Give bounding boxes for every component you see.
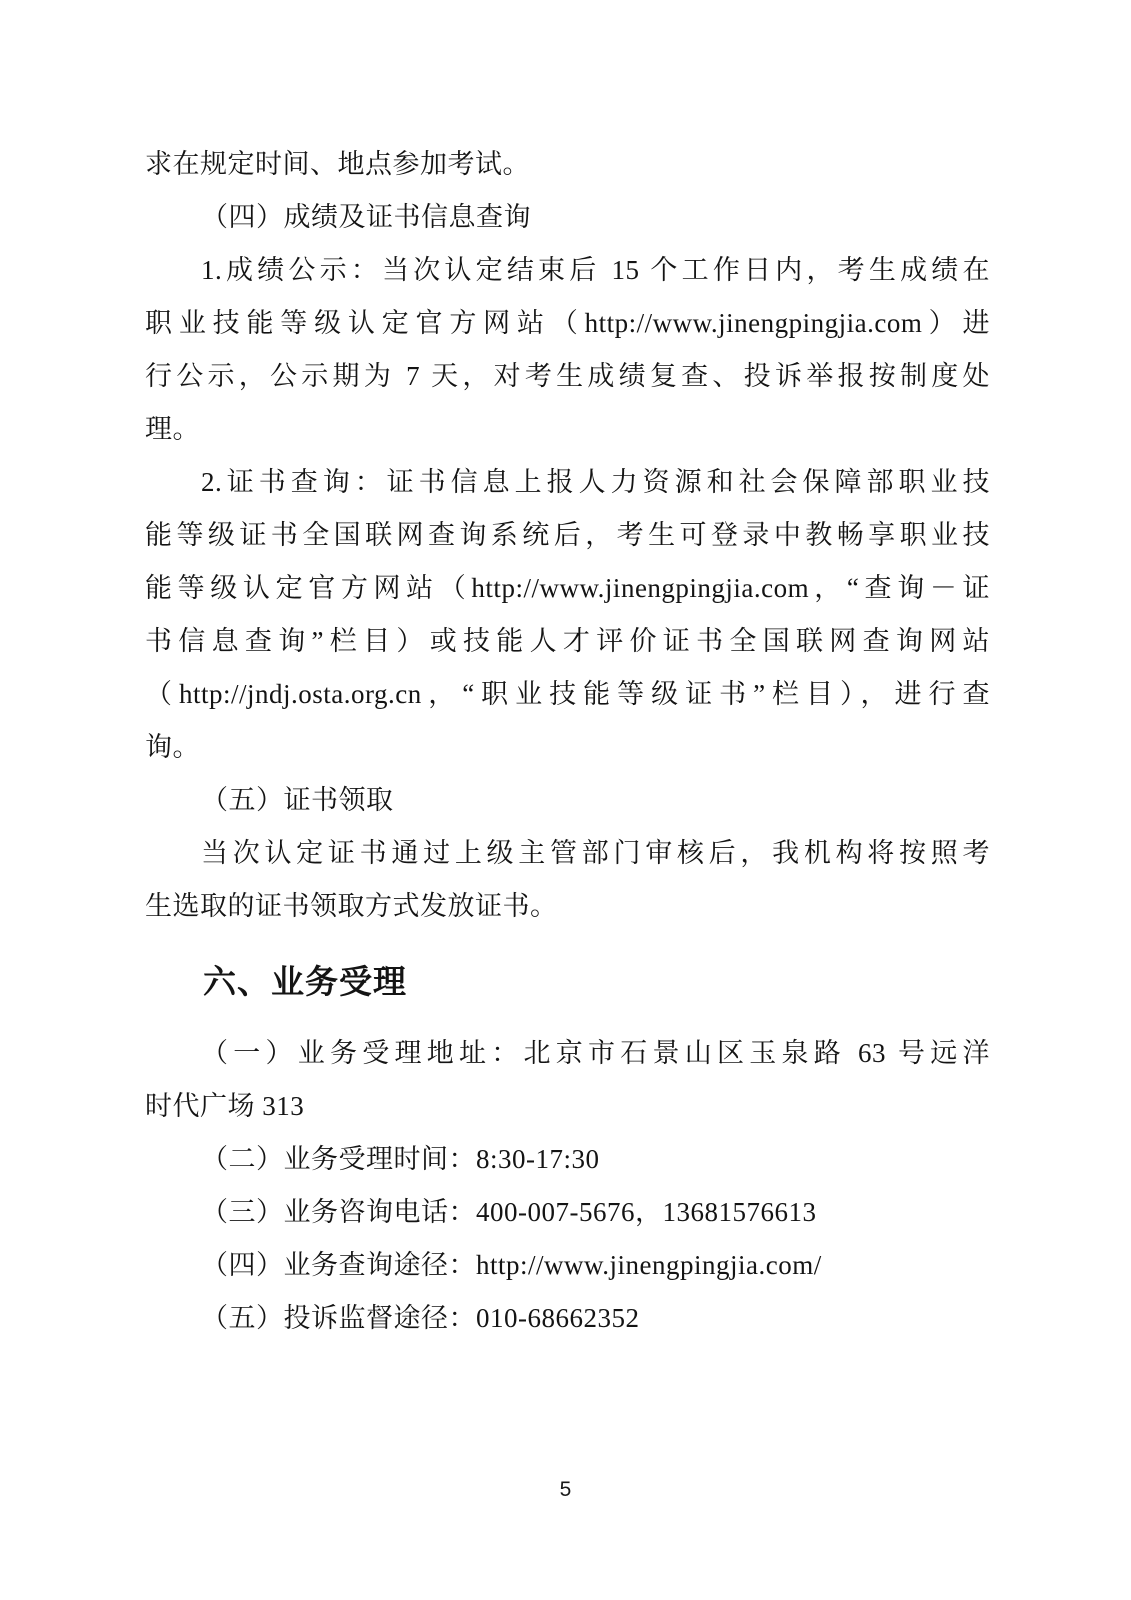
text-line-address: （一）业务受理地址：北京市石景山区玉泉路 63 号远洋	[201, 1038, 990, 1068]
text-line: （http://jndj.osta.org.cn，“职业技能等级证书”栏目），进行查	[145, 679, 990, 709]
text-line: 1.成绩公示：当次认定结束后 15 个工作日内，考生成绩在	[201, 255, 990, 285]
text-line: 求在规定时间、地点参加考试。	[145, 149, 530, 179]
text-line: 理。	[145, 414, 200, 444]
text-line: 生选取的证书领取方式发放证书。	[145, 891, 558, 921]
text-line: 当次认定证书通过上级主管部门审核后，我机构将按照考	[201, 838, 990, 868]
text-line-address: 时代广场 313	[145, 1091, 305, 1121]
text-line-complaint-phone: （五）投诉监督途径：010-68662352	[201, 1303, 640, 1333]
text-line-subheading: （五）证书领取	[201, 785, 394, 815]
text-line-hours: （二）业务受理时间：8:30-17:30	[201, 1144, 600, 1174]
text-line: 职业技能等级认定官方网站（http://www.jinengpingjia.com）进	[145, 308, 990, 338]
text-line: 行公示，公示期为 7 天，对考生成绩复查、投诉举报按制度处	[145, 361, 990, 391]
document-body	[145, 138, 990, 1345]
text-line-phone: （三）业务咨询电话：400-007-5676，13681576613	[201, 1197, 817, 1227]
text-line: 能等级认定官方网站（http://www.jinengpingjia.com，“查询－证	[145, 573, 990, 603]
page-number: 5	[559, 1478, 572, 1501]
text-line: 书信息查询”栏目）或技能人才评价证书全国联网查询网站	[145, 626, 990, 656]
text-line: 能等级证书全国联网查询系统后，考生可登录中教畅享职业技	[145, 520, 990, 550]
text-line: 2.证书查询：证书信息上报人力资源和社会保障部职业技	[201, 467, 990, 497]
text-line-website: （四）业务查询途径：http://www.jinengpingjia.com/	[201, 1250, 822, 1280]
section-heading: 六、业务受理	[203, 963, 407, 1000]
text-line-subheading: （四）成绩及证书信息查询	[201, 202, 531, 232]
text-line: 询。	[145, 732, 200, 762]
